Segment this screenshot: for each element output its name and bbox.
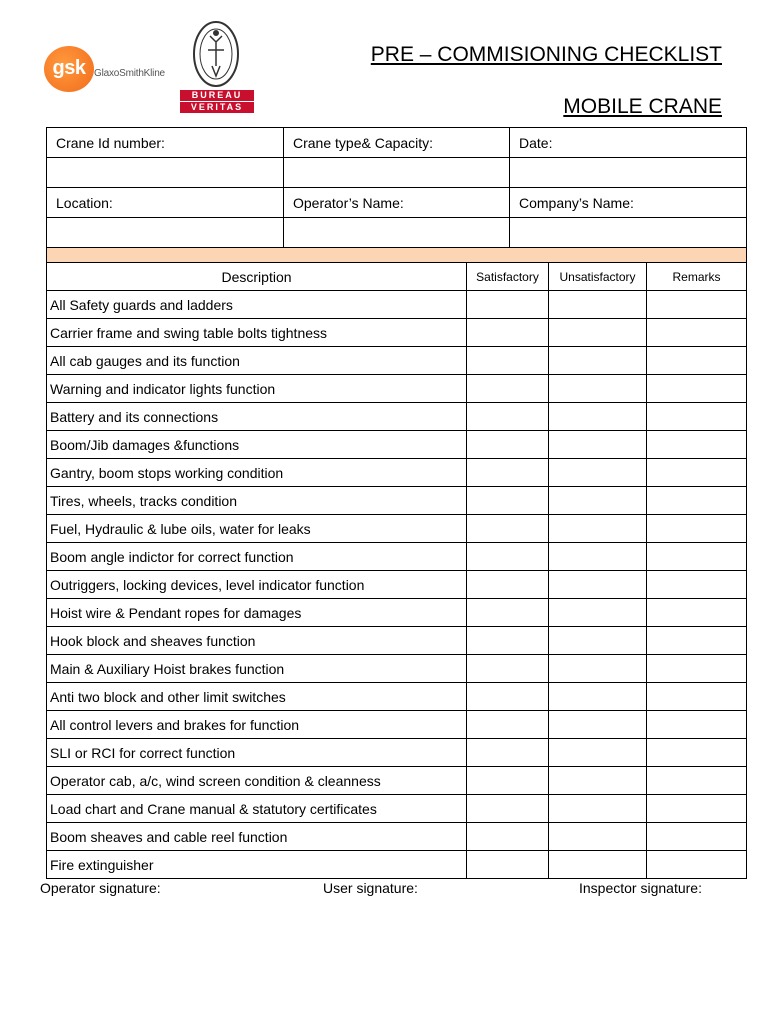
crane-info-table xyxy=(46,127,747,263)
crane-type-field[interactable] xyxy=(284,158,510,188)
unsatisfactory-cell[interactable] xyxy=(549,487,647,515)
company-name-field[interactable] xyxy=(510,218,747,248)
remarks-cell[interactable] xyxy=(647,795,747,823)
checklist-item-description: Fire extinguisher xyxy=(47,851,467,879)
info-label-row-2 xyxy=(47,188,747,218)
checklist-item-description: Tires, wheels, tracks condition xyxy=(47,487,467,515)
unsatisfactory-cell[interactable] xyxy=(549,627,647,655)
checklist-row xyxy=(47,403,747,431)
checklist-item-description: All Safety guards and ladders xyxy=(47,291,467,319)
unsatisfactory-cell[interactable] xyxy=(549,403,647,431)
unsatisfactory-header: Unsatisfactory xyxy=(549,263,647,291)
crane-id-label: Crane Id number: xyxy=(47,128,284,158)
remarks-cell[interactable] xyxy=(647,431,747,459)
satisfactory-cell[interactable] xyxy=(467,795,549,823)
remarks-cell[interactable] xyxy=(647,599,747,627)
satisfactory-cell[interactable] xyxy=(467,431,549,459)
bureau-veritas-wordmark-top: BUREAU xyxy=(180,90,254,101)
unsatisfactory-cell[interactable] xyxy=(549,291,647,319)
checklist-item-description: Boom/Jib damages &functions xyxy=(47,431,467,459)
checklist-item-description: Operator cab, a/c, wind screen condition & cleanness xyxy=(47,767,467,795)
remarks-cell[interactable] xyxy=(647,739,747,767)
checklist-row xyxy=(47,795,747,823)
remarks-cell[interactable] xyxy=(647,543,747,571)
unsatisfactory-cell[interactable] xyxy=(549,319,647,347)
remarks-cell[interactable] xyxy=(647,515,747,543)
satisfactory-cell[interactable] xyxy=(467,347,549,375)
unsatisfactory-cell[interactable] xyxy=(549,739,647,767)
checklist-body xyxy=(47,291,747,879)
satisfactory-cell[interactable] xyxy=(467,627,549,655)
satisfactory-cell[interactable] xyxy=(467,683,549,711)
checklist-row xyxy=(47,543,747,571)
inspector-signature-label: Inspector signature: xyxy=(579,880,702,896)
checklist-item-description: All cab gauges and its function xyxy=(47,347,467,375)
satisfactory-header: Satisfactory xyxy=(467,263,549,291)
checklist-item-description: Boom angle indictor for correct function xyxy=(47,543,467,571)
unsatisfactory-cell[interactable] xyxy=(549,515,647,543)
remarks-cell[interactable] xyxy=(647,627,747,655)
unsatisfactory-cell[interactable] xyxy=(549,431,647,459)
unsatisfactory-cell[interactable] xyxy=(549,543,647,571)
unsatisfactory-cell[interactable] xyxy=(549,571,647,599)
remarks-header: Remarks xyxy=(647,263,747,291)
remarks-cell[interactable] xyxy=(647,459,747,487)
unsatisfactory-cell[interactable] xyxy=(549,459,647,487)
unsatisfactory-cell[interactable] xyxy=(549,823,647,851)
date-field[interactable] xyxy=(510,158,747,188)
checklist-row xyxy=(47,711,747,739)
unsatisfactory-cell[interactable] xyxy=(549,599,647,627)
remarks-cell[interactable] xyxy=(647,655,747,683)
checklist-row xyxy=(47,487,747,515)
unsatisfactory-cell[interactable] xyxy=(549,655,647,683)
checklist-row xyxy=(47,571,747,599)
satisfactory-cell[interactable] xyxy=(467,543,549,571)
remarks-cell[interactable] xyxy=(647,571,747,599)
bureau-veritas-logo xyxy=(178,20,256,114)
checklist-item-description: Gantry, boom stops working condition xyxy=(47,459,467,487)
satisfactory-cell[interactable] xyxy=(467,403,549,431)
checklist-row xyxy=(47,683,747,711)
remarks-cell[interactable] xyxy=(647,487,747,515)
remarks-cell[interactable] xyxy=(647,403,747,431)
date-label: Date: xyxy=(510,128,747,158)
location-field[interactable] xyxy=(47,218,284,248)
remarks-cell[interactable] xyxy=(647,823,747,851)
separator-band xyxy=(47,248,747,263)
checklist-row xyxy=(47,431,747,459)
satisfactory-cell[interactable] xyxy=(467,571,549,599)
checklist-item-description: Hoist wire & Pendant ropes for damages xyxy=(47,599,467,627)
checklist-item-description: All control levers and brakes for function xyxy=(47,711,467,739)
bureau-veritas-seal-icon xyxy=(192,20,240,88)
checklist-row xyxy=(47,375,747,403)
crane-id-field[interactable] xyxy=(47,158,284,188)
gsk-logo xyxy=(44,46,174,92)
crane-type-label: Crane type& Capacity: xyxy=(284,128,510,158)
checklist-item-description: Battery and its connections xyxy=(47,403,467,431)
info-entry-row-2 xyxy=(47,218,747,248)
checklist-item-description: Hook block and sheaves function xyxy=(47,627,467,655)
operator-name-field[interactable] xyxy=(284,218,510,248)
checklist-row xyxy=(47,319,747,347)
document-subtitle: MOBILE CRANE xyxy=(563,95,722,118)
satisfactory-cell[interactable] xyxy=(467,767,549,795)
remarks-cell[interactable] xyxy=(647,767,747,795)
description-header: Description xyxy=(47,263,467,291)
remarks-cell[interactable] xyxy=(647,291,747,319)
checklist-item-description: Fuel, Hydraulic & lube oils, water for leaks xyxy=(47,515,467,543)
gsk-logo-name: GlaxoSmithKline xyxy=(94,68,165,79)
satisfactory-cell[interactable] xyxy=(467,515,549,543)
unsatisfactory-cell[interactable] xyxy=(549,711,647,739)
unsatisfactory-cell[interactable] xyxy=(549,375,647,403)
checklist-item-description: Warning and indicator lights function xyxy=(47,375,467,403)
checklist-item-description: Outriggers, locking devices, level indicator function xyxy=(47,571,467,599)
unsatisfactory-cell[interactable] xyxy=(549,683,647,711)
checklist-row xyxy=(47,459,747,487)
checklist-row xyxy=(47,655,747,683)
remarks-cell[interactable] xyxy=(647,375,747,403)
user-signature-label: User signature: xyxy=(323,880,418,896)
checklist-item-description: Main & Auxiliary Hoist brakes function xyxy=(47,655,467,683)
checklist-row xyxy=(47,347,747,375)
checklist-header-row xyxy=(47,263,747,291)
location-label: Location: xyxy=(47,188,284,218)
unsatisfactory-cell[interactable] xyxy=(549,347,647,375)
satisfactory-cell[interactable] xyxy=(467,487,549,515)
checklist-row xyxy=(47,515,747,543)
checklist-row xyxy=(47,739,747,767)
document-title: PRE – COMMISIONING CHECKLIST xyxy=(370,43,722,66)
checklist-row xyxy=(47,767,747,795)
remarks-cell[interactable] xyxy=(647,683,747,711)
checklist-item-description: SLI or RCI for correct function xyxy=(47,739,467,767)
satisfactory-cell[interactable] xyxy=(467,319,549,347)
operator-name-label: Operator’s Name: xyxy=(284,188,510,218)
satisfactory-cell[interactable] xyxy=(467,459,549,487)
bureau-veritas-wordmark-bottom: VERITAS xyxy=(180,102,254,113)
satisfactory-cell[interactable] xyxy=(467,375,549,403)
unsatisfactory-cell[interactable] xyxy=(549,851,647,879)
checklist-row xyxy=(47,291,747,319)
satisfactory-cell[interactable] xyxy=(467,739,549,767)
company-name-label: Company’s Name: xyxy=(510,188,747,218)
checklist-row xyxy=(47,823,747,851)
satisfactory-cell[interactable] xyxy=(467,711,549,739)
checklist-item-description: Carrier frame and swing table bolts tightness xyxy=(47,319,467,347)
satisfactory-cell[interactable] xyxy=(467,291,549,319)
checklist-row xyxy=(47,627,747,655)
checklist-row xyxy=(47,599,747,627)
satisfactory-cell[interactable] xyxy=(467,599,549,627)
checklist-item-description: Anti two block and other limit switches xyxy=(47,683,467,711)
satisfactory-cell[interactable] xyxy=(467,823,549,851)
gsk-logo-mark: gsk xyxy=(44,46,94,92)
checklist-row xyxy=(47,851,747,879)
info-label-row-1 xyxy=(47,128,747,158)
separator-band-cell xyxy=(47,248,747,263)
checklist-item-description: Boom sheaves and cable reel function xyxy=(47,823,467,851)
remarks-cell[interactable] xyxy=(647,319,747,347)
unsatisfactory-cell[interactable] xyxy=(549,795,647,823)
satisfactory-cell[interactable] xyxy=(467,655,549,683)
checklist-table xyxy=(46,262,747,879)
remarks-cell[interactable] xyxy=(647,347,747,375)
operator-signature-label: Operator signature: xyxy=(40,880,161,896)
unsatisfactory-cell[interactable] xyxy=(549,767,647,795)
info-entry-row-1 xyxy=(47,158,747,188)
satisfactory-cell[interactable] xyxy=(467,851,549,879)
checklist-item-description: Load chart and Crane manual & statutory certificates xyxy=(47,795,467,823)
remarks-cell[interactable] xyxy=(647,711,747,739)
remarks-cell[interactable] xyxy=(647,851,747,879)
